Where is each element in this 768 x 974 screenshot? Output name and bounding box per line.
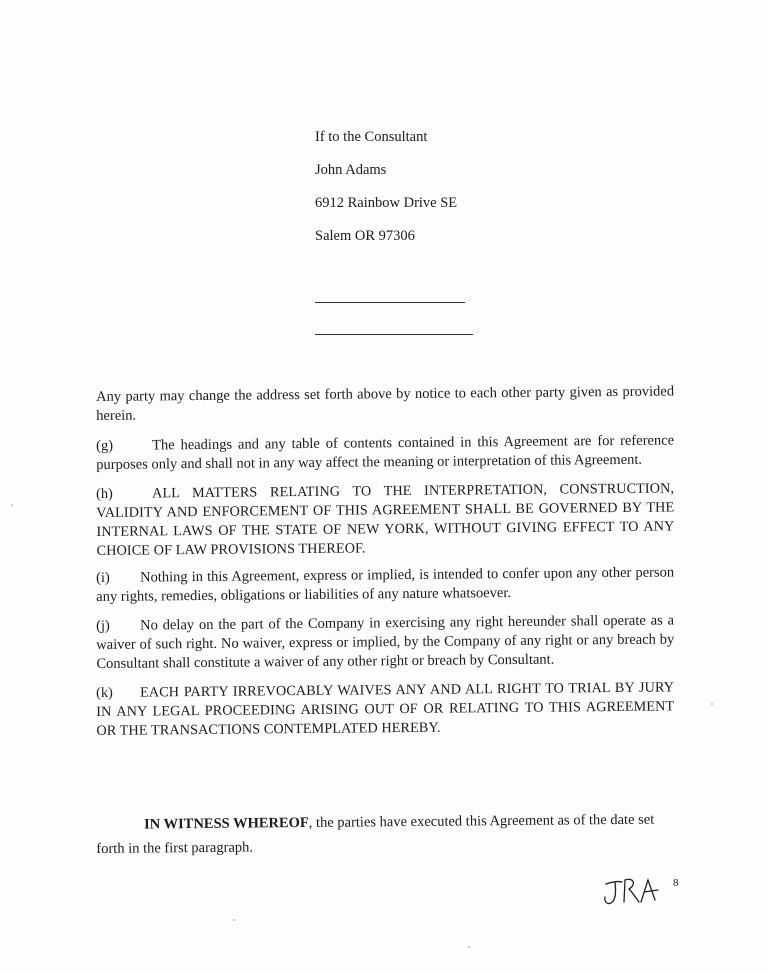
scan-speck bbox=[468, 946, 470, 948]
paragraph-k-text: EACH PARTY IRREVOCABLY WAIVES ANY AND ALL RIGHT TO TRIAL BY JURY IN ANY LEGAL PROCEEDING ARISING OUT OF OR RELATING TO THIS AGREEMENT OR THE TRANSACTIONS CONTEMPLATED HEREBY. bbox=[96, 679, 675, 739]
address-street: 6912 Rainbow Drive SE bbox=[315, 195, 458, 211]
paragraph-i bbox=[96, 563, 674, 607]
blank-address-line-2 bbox=[315, 334, 473, 335]
address-city: Salem OR 97306 bbox=[315, 228, 415, 244]
paragraph-h bbox=[96, 479, 675, 561]
witness-clause bbox=[96, 807, 674, 861]
paragraph-k bbox=[96, 678, 675, 741]
blank-address-line-1 bbox=[315, 302, 465, 303]
paragraph-h-label: (h) bbox=[96, 485, 114, 502]
address-intro: If to the Consultant bbox=[315, 129, 428, 145]
paragraph-j-label: (j) bbox=[96, 617, 110, 634]
paragraph-h-text: ALL MATTERS RELATING TO THE INTERPRETATION, CONSTRUCTION, VALIDITY AND ENFORCEMENT OF THIS AGREEMENT SHALL BE GOVERNED BY THE INTERNAL LAWS OF THE STATE OF NEW YORK, WITHOUT GIVING EFFECT TO ANY CHOICE OF LAW PROVISIONS THEREOF. bbox=[96, 480, 675, 559]
handwritten-initials bbox=[600, 872, 668, 912]
paragraph-g-text: The headings and any table of contents contained in this Agreement are for reference purposes only and shall not in any way affect the meaning or interpretation of this Agreement. bbox=[96, 432, 675, 473]
paragraph-j bbox=[96, 611, 675, 674]
paragraph-change-notice bbox=[96, 382, 674, 426]
paragraph-g bbox=[96, 431, 674, 475]
paragraph-j-text: No delay on the part of the Company in exercising any right hereunder shall operate as a waiver of such right. No waiver, express or implied, by the Company of any right or any breach by Consultant shall constitute a waiver of any other right or breach by Consultant. bbox=[96, 612, 675, 672]
scan-speck bbox=[233, 919, 235, 921]
paragraph-i-label: (i) bbox=[96, 569, 110, 586]
paragraph-k-label: (k) bbox=[96, 684, 114, 701]
address-name: John Adams bbox=[315, 162, 387, 178]
paragraph-i-text: Nothing in this Agreement, express or implied, is intended to confer upon any other person any rights, remedies, obligations or liabilities of any nature whatsoever. bbox=[96, 564, 675, 605]
paragraph-g-label: (g) bbox=[96, 437, 114, 454]
witness-lead: IN WITNESS WHEREOF bbox=[144, 814, 309, 833]
witness-text: , the parties have executed this Agreement as of the date set forth in the first paragraph. bbox=[96, 811, 655, 857]
scan-speck bbox=[11, 504, 13, 506]
paragraph-change-notice-text: Any party may change the address set forth above by notice to each other party given as provided herein. bbox=[96, 383, 675, 424]
page-number: 8 bbox=[673, 877, 679, 889]
scan-speck bbox=[711, 703, 713, 705]
